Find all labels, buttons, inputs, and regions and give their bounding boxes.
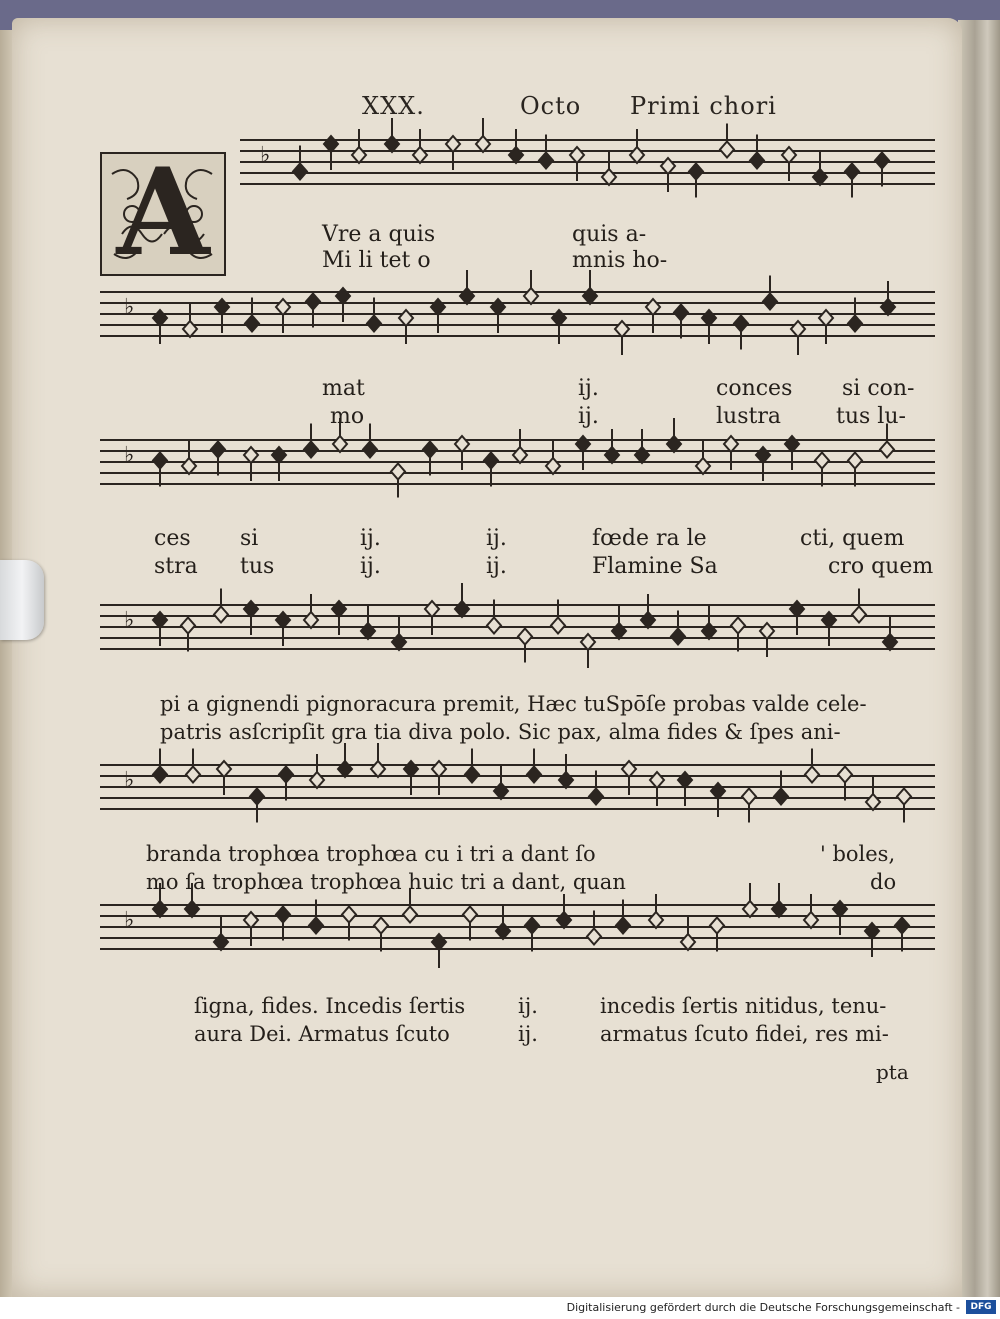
notehead bbox=[215, 299, 229, 315]
lyric-line: stra bbox=[154, 554, 198, 579]
notehead bbox=[804, 912, 818, 928]
lyric-line: mat bbox=[322, 376, 365, 401]
notehead bbox=[552, 310, 566, 326]
notehead bbox=[667, 436, 681, 452]
notehead bbox=[310, 772, 324, 788]
notehead bbox=[244, 912, 258, 928]
notehead bbox=[756, 447, 770, 463]
staff bbox=[240, 118, 935, 198]
notehead bbox=[371, 761, 385, 777]
voice-label: Octo bbox=[520, 92, 582, 120]
notehead bbox=[211, 442, 225, 458]
notehead bbox=[674, 305, 688, 321]
lyric-line: armatus ſcuto fidei, res mi- bbox=[600, 1022, 889, 1046]
notehead bbox=[763, 294, 777, 310]
lyric-line: Flamine Sa bbox=[592, 554, 718, 579]
notehead bbox=[743, 901, 757, 917]
notehead bbox=[710, 918, 724, 934]
piece-number: XXX. bbox=[362, 92, 425, 120]
notehead bbox=[845, 164, 859, 180]
notehead bbox=[622, 761, 636, 777]
lyric-line: fœde ra le bbox=[592, 526, 707, 551]
notehead bbox=[742, 789, 756, 805]
notehead bbox=[304, 442, 318, 458]
notehead bbox=[546, 458, 560, 474]
lyric-line: aura Dei. Armatus ſcuto bbox=[194, 1022, 450, 1046]
notehead bbox=[361, 623, 375, 639]
notehead bbox=[245, 316, 259, 332]
notehead bbox=[848, 316, 862, 332]
notehead bbox=[367, 316, 381, 332]
notehead bbox=[293, 164, 307, 180]
notehead bbox=[431, 299, 445, 315]
flat-sign-icon: ♭ bbox=[124, 295, 135, 320]
notehead bbox=[336, 288, 350, 304]
notehead bbox=[306, 294, 320, 310]
notehead bbox=[630, 147, 644, 163]
notehead bbox=[425, 601, 439, 617]
footer bbox=[0, 1297, 1000, 1319]
notehead bbox=[413, 147, 427, 163]
notehead bbox=[641, 612, 655, 628]
lyric-line: mnis ho- bbox=[572, 248, 668, 273]
notehead bbox=[153, 453, 167, 469]
notehead bbox=[432, 761, 446, 777]
notehead bbox=[865, 923, 879, 939]
notehead bbox=[404, 761, 418, 777]
dfg-logo: DFG bbox=[966, 1300, 996, 1314]
notehead bbox=[815, 453, 829, 469]
notehead bbox=[720, 142, 734, 158]
notehead bbox=[374, 918, 388, 934]
lyric-line: Mi li tet o bbox=[322, 248, 431, 273]
lyric-line: incedis ſertis nitidus, tenu- bbox=[600, 994, 887, 1018]
lyric-line: tus lu- bbox=[836, 404, 906, 429]
flat-sign-icon: ♭ bbox=[260, 143, 271, 168]
staff bbox=[100, 583, 935, 668]
notehead bbox=[772, 901, 786, 917]
notehead bbox=[276, 612, 290, 628]
lyric-line: ij. bbox=[360, 526, 381, 551]
flat-sign-icon: ♭ bbox=[124, 908, 135, 933]
notehead bbox=[696, 458, 710, 474]
lyric-line: si con- bbox=[842, 376, 915, 401]
notehead bbox=[276, 299, 290, 315]
notehead bbox=[583, 288, 597, 304]
notehead bbox=[333, 436, 347, 452]
notehead bbox=[279, 767, 293, 783]
notehead bbox=[385, 136, 399, 152]
flat-sign-icon: ♭ bbox=[124, 443, 135, 468]
notehead bbox=[678, 772, 692, 788]
lyric-line: conces bbox=[716, 376, 793, 401]
notehead bbox=[304, 612, 318, 628]
notehead bbox=[790, 601, 804, 617]
notehead bbox=[182, 458, 196, 474]
notehead bbox=[455, 601, 469, 617]
notehead bbox=[616, 918, 630, 934]
notehead bbox=[650, 772, 664, 788]
notehead bbox=[570, 147, 584, 163]
notehead bbox=[689, 164, 703, 180]
notehead bbox=[391, 464, 405, 480]
notehead bbox=[615, 321, 629, 337]
notehead bbox=[559, 772, 573, 788]
lyric-line: si bbox=[240, 526, 259, 551]
notehead bbox=[883, 634, 897, 650]
notehead bbox=[731, 618, 745, 634]
notehead bbox=[217, 761, 231, 777]
notehead bbox=[866, 794, 880, 810]
lyric-line: branda trophœa trophœa cu i tri a dant ſo bbox=[146, 842, 596, 866]
notehead bbox=[822, 612, 836, 628]
notehead bbox=[527, 767, 541, 783]
notehead bbox=[819, 310, 833, 326]
notehead bbox=[539, 153, 553, 169]
notehead bbox=[352, 147, 366, 163]
notehead bbox=[785, 436, 799, 452]
notehead bbox=[491, 299, 505, 315]
lyric-line: quis a- bbox=[572, 222, 647, 247]
notehead bbox=[581, 634, 595, 650]
staff bbox=[100, 418, 935, 498]
lyric-line: cro quem bbox=[828, 554, 934, 579]
flat-sign-icon: ♭ bbox=[124, 608, 135, 633]
notehead bbox=[880, 442, 894, 458]
lyric-line: ij. bbox=[486, 526, 507, 551]
notehead bbox=[711, 783, 725, 799]
staff bbox=[100, 883, 935, 968]
footer-credit: Digitalisierung gefördert durch die Deutsche Forschungsgemeinschaft - bbox=[566, 1301, 960, 1314]
notehead bbox=[897, 789, 911, 805]
lyric-line: ij. bbox=[360, 554, 381, 579]
staff bbox=[100, 743, 935, 823]
notehead bbox=[309, 918, 323, 934]
notehead bbox=[338, 761, 352, 777]
notehead bbox=[392, 634, 406, 650]
lyric-line: mo bbox=[330, 404, 365, 429]
notehead bbox=[681, 934, 695, 950]
notehead bbox=[612, 623, 626, 639]
notehead bbox=[342, 907, 356, 923]
notehead bbox=[214, 607, 228, 623]
notehead bbox=[446, 136, 460, 152]
lyric-line: ij. bbox=[518, 1022, 538, 1046]
notehead bbox=[332, 601, 346, 617]
notehead bbox=[463, 907, 477, 923]
notehead bbox=[774, 789, 788, 805]
lyric-line: lustra bbox=[716, 404, 781, 429]
lyric-line: ſigna, fides. Incedis ſertis bbox=[194, 994, 466, 1018]
notehead bbox=[805, 767, 819, 783]
lyric-line: ' boles, bbox=[820, 842, 896, 866]
lyric-line: ces bbox=[154, 526, 191, 551]
lyric-line: ij. bbox=[578, 404, 599, 429]
notehead bbox=[153, 901, 167, 917]
notehead bbox=[724, 436, 738, 452]
notehead bbox=[852, 607, 866, 623]
notehead bbox=[476, 136, 490, 152]
notehead bbox=[214, 934, 228, 950]
notehead bbox=[760, 623, 774, 639]
choir-label: Primi chori bbox=[630, 92, 777, 120]
notehead bbox=[363, 442, 377, 458]
notehead bbox=[494, 783, 508, 799]
notehead bbox=[460, 288, 474, 304]
notehead bbox=[509, 147, 523, 163]
lyric-line: mo ſa trophœa trophœa huic tri a dant, quan bbox=[146, 870, 626, 894]
notehead bbox=[181, 618, 195, 634]
notehead bbox=[487, 618, 501, 634]
notehead bbox=[661, 158, 675, 174]
notehead bbox=[465, 767, 479, 783]
notehead bbox=[646, 299, 660, 315]
notehead bbox=[557, 912, 571, 928]
notehead bbox=[782, 147, 796, 163]
lyric-line: patris asſcripſit gra tia diva polo. Sic pax, alma fides & ſpes ani- bbox=[160, 720, 841, 744]
notehead bbox=[833, 901, 847, 917]
notehead bbox=[244, 447, 258, 463]
notehead bbox=[734, 316, 748, 332]
notehead bbox=[895, 918, 909, 934]
notehead bbox=[525, 918, 539, 934]
notehead bbox=[403, 907, 417, 923]
notehead bbox=[484, 453, 498, 469]
notehead bbox=[813, 169, 827, 185]
catchword: pta bbox=[876, 1060, 909, 1084]
notehead bbox=[750, 153, 764, 169]
notehead bbox=[324, 136, 338, 152]
notehead bbox=[513, 447, 527, 463]
lyric-line: ij. bbox=[578, 376, 599, 401]
notehead bbox=[848, 453, 862, 469]
notehead bbox=[272, 447, 286, 463]
staff bbox=[100, 270, 935, 355]
notehead bbox=[551, 618, 565, 634]
notehead bbox=[455, 436, 469, 452]
lyric-line: cti, quem bbox=[800, 526, 905, 551]
notehead bbox=[423, 442, 437, 458]
notehead bbox=[649, 912, 663, 928]
notehead bbox=[838, 767, 852, 783]
notehead bbox=[875, 153, 889, 169]
notehead bbox=[589, 789, 603, 805]
notehead bbox=[605, 447, 619, 463]
notehead bbox=[186, 767, 200, 783]
notehead bbox=[702, 310, 716, 326]
lyric-line: ij. bbox=[518, 994, 538, 1018]
notehead bbox=[432, 934, 446, 950]
notehead bbox=[276, 907, 290, 923]
notehead bbox=[399, 310, 413, 326]
notehead bbox=[524, 288, 538, 304]
notehead bbox=[153, 612, 167, 628]
notehead bbox=[671, 629, 685, 645]
notehead bbox=[602, 169, 616, 185]
notehead bbox=[183, 321, 197, 337]
notehead bbox=[791, 321, 805, 337]
notehead bbox=[185, 901, 199, 917]
notehead bbox=[244, 601, 258, 617]
lyric-line: pi a gignendi pignoracura premit, Hæc tuSpōſe probas valde cele- bbox=[160, 692, 867, 716]
notehead bbox=[496, 923, 510, 939]
notehead bbox=[153, 767, 167, 783]
lyric-line: do bbox=[870, 870, 897, 894]
notehead bbox=[250, 789, 264, 805]
notehead bbox=[518, 629, 532, 645]
notehead bbox=[576, 436, 590, 452]
lyric-line: Vre a quis bbox=[322, 222, 436, 247]
notehead bbox=[635, 447, 649, 463]
lyric-line: ij. bbox=[486, 554, 507, 579]
notehead bbox=[587, 929, 601, 945]
notehead bbox=[881, 299, 895, 315]
initial-letter: A bbox=[116, 142, 210, 283]
notehead bbox=[153, 310, 167, 326]
notehead bbox=[702, 623, 716, 639]
lyric-line: tus bbox=[240, 554, 275, 579]
flat-sign-icon: ♭ bbox=[124, 768, 135, 793]
